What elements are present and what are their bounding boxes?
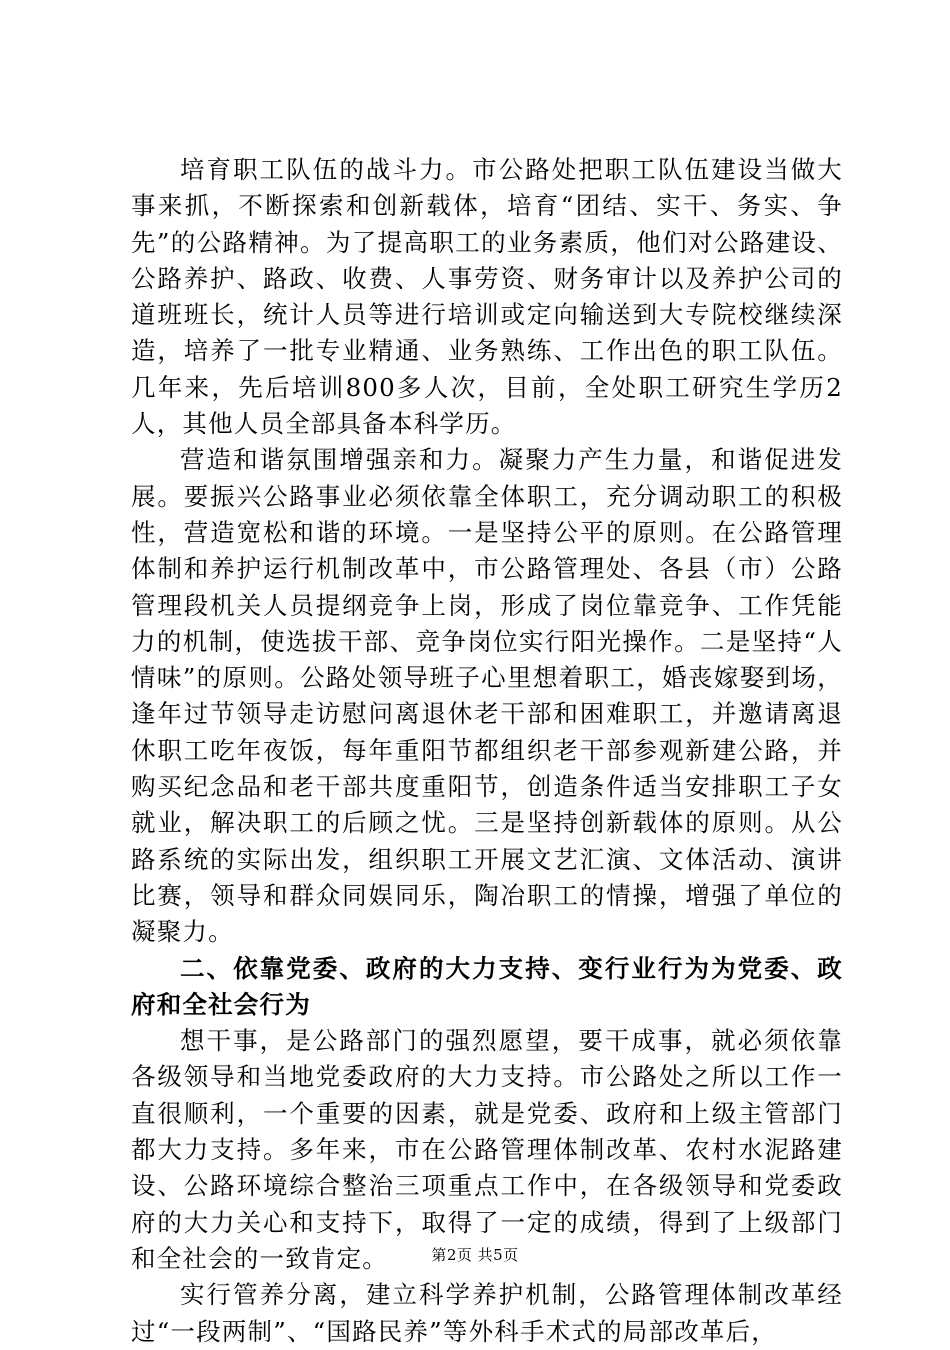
document-body (131, 152, 843, 1350)
paragraph-workforce: 培育职工队伍的战斗力。市公路处把职工队伍建设当做大事来抓，不断探索和创新载体，培育“团结、实干、务实、争先”的公路精神。为了提高职工的业务素质，他们对公路建设、公路养护、路政、收费、人事劳资、财务审计以及养护公司的道班班长，统计人员等进行培训或定向输送到大专院校继续深造，培养了一批专业精通、业务熟练、工作出色的职工队伍。几年来，先后培训800多人次，目前，全处职工研究生学历2人，其他人员全部具备本科学历。 (131, 155, 843, 439)
page-number-footer: 第2页 共5页 (431, 1246, 519, 1264)
paragraph-reform: 实行管养分离，建立科学养护机制，公路管理体制改革经过“一段两制”、“国路民养”等外科手术式的局部改革后， (131, 1280, 843, 1346)
section-heading: 二、依靠党委、政府的大力支持、变行业行为为党委、政府和全社会行为 (131, 953, 843, 1019)
paragraph-support: 想干事，是公路部门的强烈愿望，要干成事，就必须依靠各级领导和当地党委政府的大力支持。市公路处之所以工作一直很顺利，一个重要的因素，就是党委、政府和上级主管部门都大力支持。多年来，市在公路管理体制改革、农村水泥路建设、公路环境综合整治三项重点工作中，在各级领导和党委政府的大力关心和支持下，取得了一定的成绩，得到了上级部门和全社会的一致肯定。 (131, 1026, 843, 1273)
paragraph-harmony: 营造和谐氛围增强亲和力。凝聚力产生力量，和谐促进发展。要振兴公路事业必须依靠全体职工，充分调动职工的积极性，营造宽松和谐的环境。一是坚持公平的原则。在公路管理体制和养护运行机制改革中，市公路管理处、各县（市）公路管理段机关人员提纲竞争上岗，形成了岗位靠竞争、工作凭能力的机制，使选拔干部、竞争岗位实行阳光操作。二是坚持“人情味”的原则。公路处领导班子心里想着职工，婚丧嫁娶到场，逢年过节领导走访慰问离退休老干部和困难职工，并邀请离退休职工吃年夜饭，每年重阳节都组织老干部参观新建公路，并购买纪念品和老干部共度重阳节，创造条件适当安排职工子女就业，解决职工的后顾之忧。三是坚持创新载体的原则。从公路系统的实际出发，组织职工开展文艺汇演、文体活动、演讲比赛，领导和群众同娱同乐，陶冶职工的情操，增强了单位的凝聚力。 (131, 445, 843, 947)
